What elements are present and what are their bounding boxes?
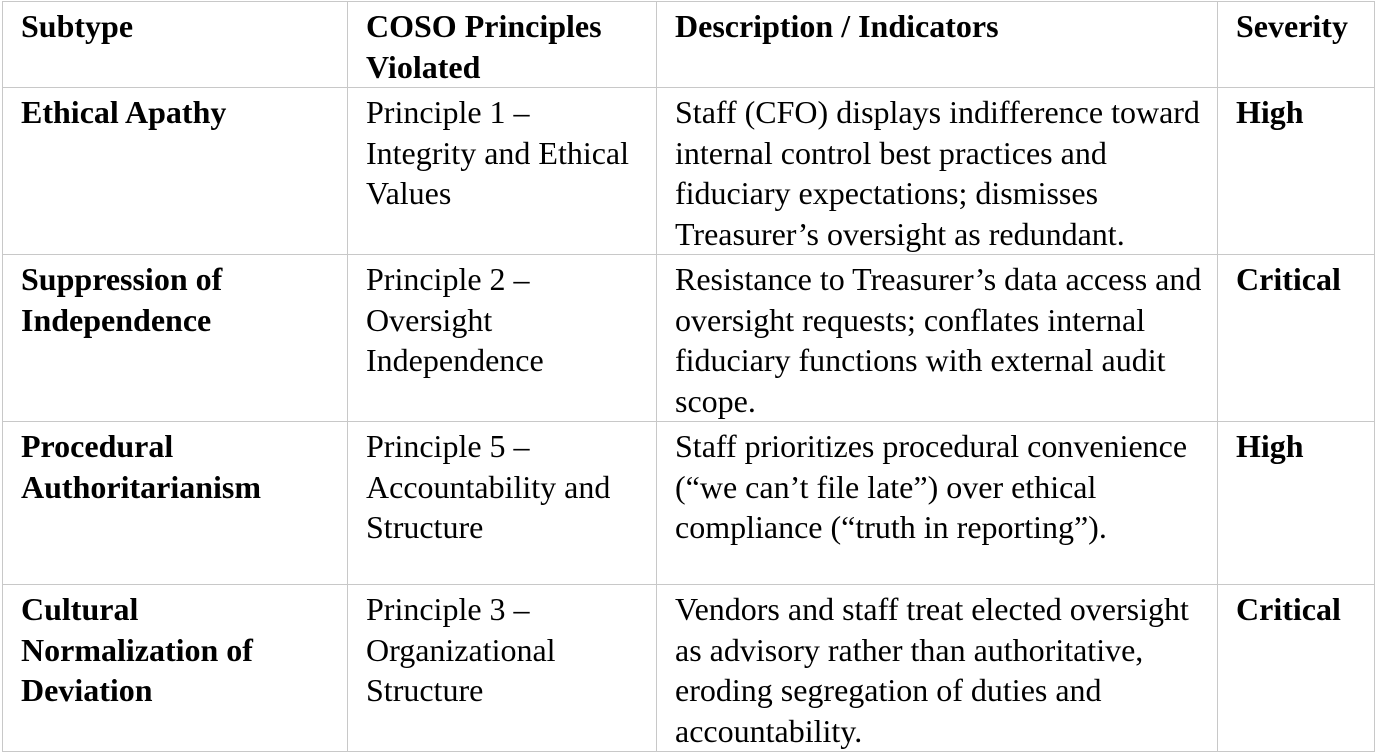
description-cell: Staff prioritizes procedural convenience (“we can’t file late”) over ethical compliance (“truth in reporting”).: [657, 422, 1218, 585]
subtype-cell: Procedural Authoritarianism: [3, 422, 348, 585]
header-coso-principles: COSO Principles Violated: [348, 2, 657, 88]
principle-cell: Principle 5 – Accountability and Structure: [348, 422, 657, 585]
subtype-cell: Cultural Normalization of Deviation: [3, 585, 348, 752]
description-cell: Staff (CFO) displays indifference toward internal control best practices and fiduciary expectations; dismisses Treasurer’s oversight as redundant.: [657, 88, 1218, 255]
subtype-cell: Suppression of Independence: [3, 255, 348, 422]
principle-cell: Principle 2 – Oversight Independence: [348, 255, 657, 422]
severity-cell: Critical: [1218, 255, 1375, 422]
coso-violations-table: [2, 1, 1375, 752]
description-cell: Resistance to Treasurer’s data access and oversight requests; conflates internal fiduciary functions with external audit scope.: [657, 255, 1218, 422]
description-cell: Vendors and staff treat elected oversight as advisory rather than authoritative, eroding segregation of duties and accountability.: [657, 585, 1218, 752]
table-row: [3, 422, 1375, 585]
principle-cell: Principle 3 – Organizational Structure: [348, 585, 657, 752]
severity-cell: High: [1218, 88, 1375, 255]
header-severity: Severity: [1218, 2, 1375, 88]
table-row: [3, 585, 1375, 752]
header-row: [3, 2, 1375, 88]
table-row: [3, 88, 1375, 255]
header-description: Description / Indicators: [657, 2, 1218, 88]
subtype-cell: Ethical Apathy: [3, 88, 348, 255]
header-subtype: Subtype: [3, 2, 348, 88]
severity-cell: High: [1218, 422, 1375, 585]
principle-cell: Principle 1 – Integrity and Ethical Values: [348, 88, 657, 255]
table-row: [3, 255, 1375, 422]
severity-cell: Critical: [1218, 585, 1375, 752]
